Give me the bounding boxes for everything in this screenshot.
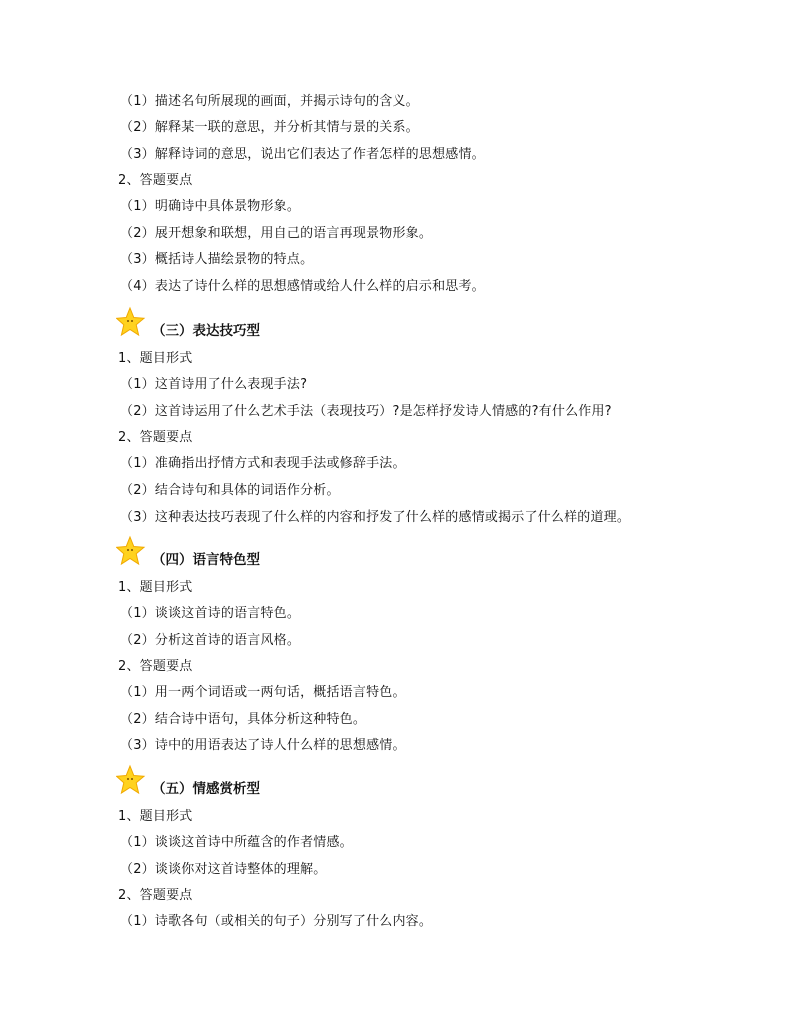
- points-heading: 2、答题要点: [118, 173, 193, 188]
- points-item: （3）这种表达技巧表现了什么样的内容和抒发了什么样的感情或揭示了什么样的道理。: [120, 510, 631, 525]
- points-item: （1）诗歌各句（或相关的句子）分别写了什么内容。: [120, 914, 433, 929]
- points-item: （3）诗中的用语表达了诗人什么样的思想感情。: [120, 738, 406, 753]
- form-item: （2）这首诗运用了什么艺术手法（表现技巧）?是怎样抒发诗人情感的?有什么作用?: [120, 404, 612, 419]
- points-item: （2）结合诗中语句，具体分析这种特色。: [120, 712, 367, 727]
- section-title: （五）情感赏析型: [152, 781, 260, 797]
- form-item: （2）解释某一联的意思，并分析其情与景的关系。: [120, 120, 419, 135]
- points-item: （1）明确诗中具体景物形象。: [120, 199, 301, 214]
- points-item: （2）展开想象和联想，用自己的语言再现景物形象。: [120, 226, 433, 241]
- form-item: （2）分析这首诗的语言风格。: [120, 633, 301, 648]
- form-item: （3）解释诗词的意思，说出它们表达了作者怎样的思想感情。: [120, 147, 485, 162]
- section-heading: [116, 535, 260, 569]
- form-heading: 1、题目形式: [118, 809, 193, 824]
- points-heading: 2、答题要点: [118, 888, 193, 903]
- section-title: （四）语言特色型: [152, 552, 260, 568]
- form-item: （1）这首诗用了什么表现手法?: [120, 377, 308, 392]
- form-item: （2）谈谈你对这首诗整体的理解。: [120, 862, 327, 877]
- section-title: （三）表达技巧型: [152, 323, 260, 339]
- points-item: （1）准确指出抒情方式和表现手法或修辞手法。: [120, 456, 406, 471]
- points-item: （2）结合诗句和具体的词语作分析。: [120, 483, 340, 498]
- points-heading: 2、答题要点: [118, 430, 193, 445]
- form-item: （1）谈谈这首诗中所蕴含的作者情感。: [120, 835, 353, 850]
- points-heading: 2、答题要点: [118, 659, 193, 674]
- star-icon: [116, 306, 150, 340]
- section-heading: [116, 306, 260, 340]
- points-item: （1）用一两个词语或一两句话，概括语言特色。: [120, 685, 406, 700]
- section-heading: [116, 764, 260, 798]
- form-heading: 1、题目形式: [118, 351, 193, 366]
- points-item: （3）概括诗人描绘景物的特点。: [120, 252, 314, 267]
- points-item: （4）表达了诗什么样的思想感情或给人什么样的启示和思考。: [120, 279, 485, 294]
- form-item: （1）谈谈这首诗的语言特色。: [120, 606, 301, 621]
- form-item: （1）描述名句所展现的画面，并揭示诗句的含义。: [120, 94, 419, 109]
- star-icon: [116, 764, 150, 798]
- star-icon: [116, 535, 150, 569]
- form-heading: 1、题目形式: [118, 580, 193, 595]
